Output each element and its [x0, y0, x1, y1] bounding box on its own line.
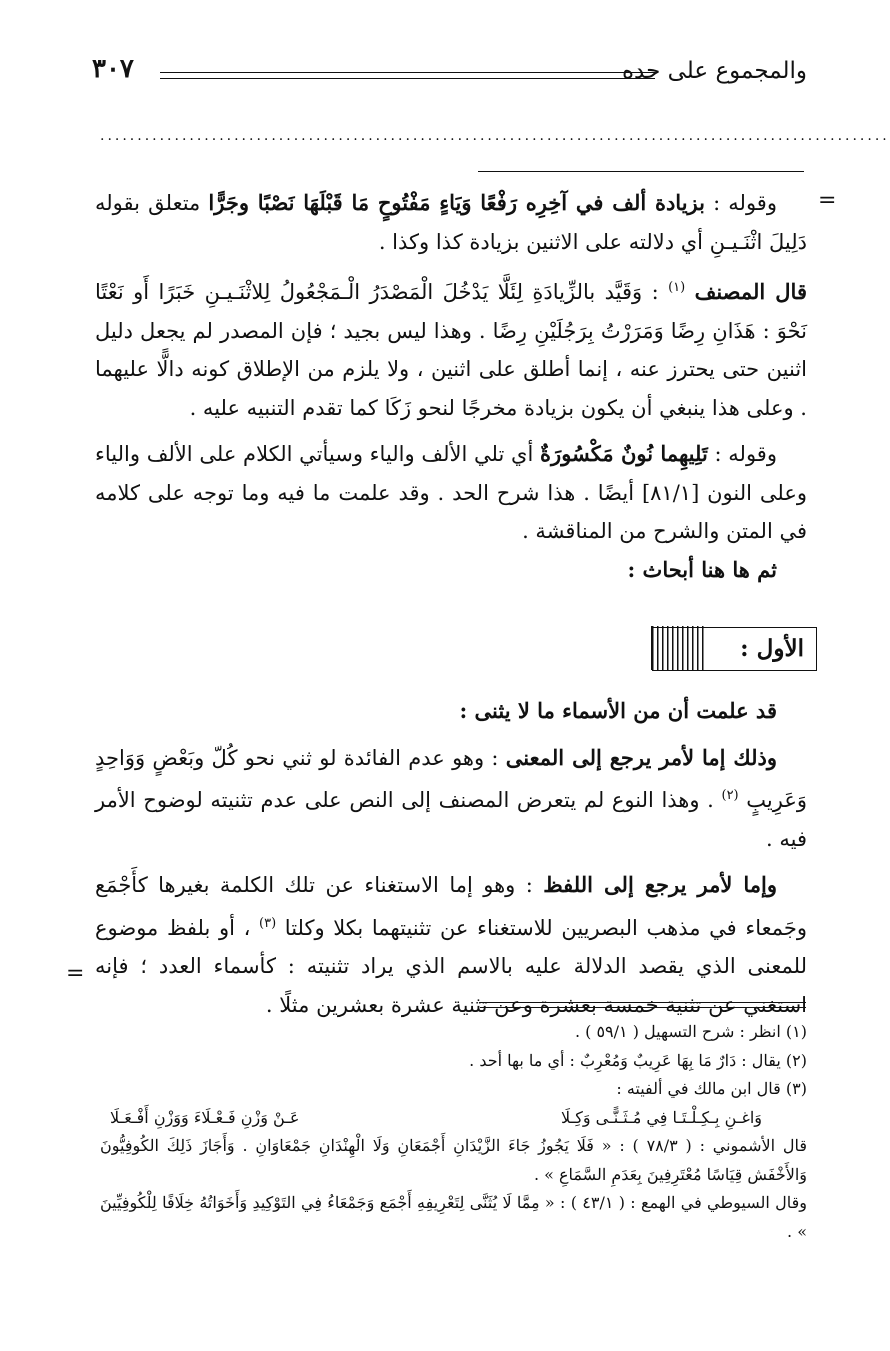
text-run: : وَقَيَّد بالزِّيادَةِ لِئَلَّا يَدْخُلَ الْمَصْدَرُ الْـمَجْعُولُ لِلاثْنَـيـنِ خَبَرًا أَو نَعْتًا نَحْوَ : هَذَانِ رِضًا وَمَرَرْتُ بِرَجُلَيْنِ رِضًا . وهذا ليس بجيد ؛ فإن المصدر لم يجعل دليل اثنين حتى يحترز عنه ، إنما أطلق على اثنين ، ولا يلزم من الإطلاق كونه دالًّا عليهما . وعلى هذا ينبغي أن يكون بزيادة مخرجًا لنحو زَكَا كما تقدم التنبيه عليه . [95, 280, 807, 420]
bold-lead: وذلك إما لأمر يرجع إلى المعنى [505, 744, 777, 770]
hatch-ornament [651, 626, 707, 670]
paragraph [95, 435, 807, 551]
continuation-rule [478, 171, 804, 172]
subheading: قد علمت أن من الأسماء ما لا يثنى : [459, 698, 777, 723]
paragraph [95, 692, 807, 731]
commentary-lower [95, 692, 807, 1024]
text-run: . وهذا النوع لم يتعرض المصنف إلى النص على عدم تثنيته لوضوح الأمر فيه . [95, 788, 807, 851]
footnote-ref: (٣) [259, 915, 277, 931]
commentary-upper [95, 184, 807, 589]
text-run: وقوله : [707, 442, 777, 466]
section-title: الأول : [740, 635, 804, 662]
text-run: متعلق بقوله دَلِيلَ اثْنَـيـنِ أي دلالته على الاثنين بزيادة كذا وكذا . [95, 191, 807, 254]
continuation-mark-top: = [818, 188, 837, 213]
quoted-text: بزيادة ألف في آخِرِه رَفْعًا وَيَاءٍ مَفْتُوحٍ مَا قَبْلَهَا نَصْبًا وجَرًّا [208, 190, 705, 215]
author-label: قال المصنف [694, 279, 807, 304]
paragraph [95, 184, 807, 261]
footnotes [100, 1018, 807, 1246]
footnote-2: (٢) يقال : دَارٌ مَا بِهَا عَرِيبٌ وَمُعْرِبٌ : أي ما بها أحد . [469, 1050, 807, 1070]
footnote-ref: (٢) [721, 788, 739, 803]
paragraph [95, 739, 807, 859]
paragraph [95, 269, 807, 427]
footnote-3: (٣) قال ابن مالك في ألفيته : [616, 1079, 807, 1098]
text-run: أي تلي الألف والياء وسيأتي الكلام على الألف والياء وعلى النون [٨١/١] أيضًا . هذا شرح الحد . وقد علمت ما فيه وما توجه على كلامه في المتن والشرح من المناقشة . [95, 442, 807, 543]
text-run: : وهو إما الاستغناء عن تلك الكلمة بغيرها كأَجْمَع وجَمعاء في مذهب البصريين للاستغناء عن تثنيتهما بكلا وكلتا [95, 873, 807, 940]
footnote-3-ashmouni: قال الأشموني : ( ٧٨/٣ ) : « فَلَا يَجُوزُ جَاءَ الزَّيْدَانِ أَجْمَعَانِ وَلَا الْهِنْدَانِ جَمْعَاوَانِ . وَأَجَازَ ذَلِكَ الكُوفِيُّونَ وَالأَخْفَش قِيَاسًا مُعْتَرِفِينَ بِعَدَمِ السَّمَاعِ » . [100, 1136, 807, 1184]
continuation-mark-bottom: = [66, 961, 85, 986]
verse-hemistich-1: وَاغـنِ بِـكِـلْـتَـا فِي مُـثَـنًّـى وَكِـلَا [561, 1107, 762, 1127]
text-run: وقوله : [704, 191, 777, 215]
footnote-ref: (١) [668, 280, 686, 295]
header-double-rule [160, 72, 655, 79]
bold-lead: وإما لأمر يرجع إلى اللفظ [543, 872, 777, 897]
subheading: ثم ها هنا أبحاث : [627, 556, 777, 582]
text-run: ، أو بلفظ موضوع للمعنى الذي يقصد الدلالة عليه بالاسم الذي يراد تثنيته : كأسماء العدد ؛ فإنه استغني عن تثنية خمسة بعشرة وعن تثنية عشرة بعشرين مثلًا . [95, 915, 807, 1017]
footnote-1: (١) انظر : شرح التسهيل ( ٥٩/١ ) . [574, 1022, 807, 1041]
page-number: ٣٠٧ [92, 54, 134, 84]
running-title: والمجموع على حده [621, 58, 807, 84]
footnote-separator [480, 1002, 806, 1008]
footnote-3-suyuti: وقال السيوطي في الهمع : ( ٤٣/١ ) : « مِمَّا لَا يُثَنَّى لِتَعْرِيفِهِ أَجْمَع وَجَمْعَاءُ فِي التَوْكِيدِ وَأَخَوَاتُهُ خِلَافًا لِلْكُوفِيِّينَ » . [100, 1193, 807, 1241]
section-heading-box [652, 627, 817, 671]
quoted-text: تَلِيهِما نُونٌ مَكْسُورَةٌ [540, 441, 708, 466]
paragraph [95, 866, 807, 1024]
verse-hemistich-2: عَـنْ وَزْنِ فَـعْـلَاءَ وَوَزْنِ أَفْـعَـلَا [110, 1107, 300, 1127]
dotted-separator: .......................................................................................................... [100, 128, 890, 144]
verse-line [100, 1104, 807, 1133]
paragraph [95, 551, 807, 590]
text-run: : وهو عدم الفائدة لو ثني نحو كُلّ وبَعْضٍ وَوَاحِدٍ وَعَرِيبٍ [95, 745, 807, 812]
